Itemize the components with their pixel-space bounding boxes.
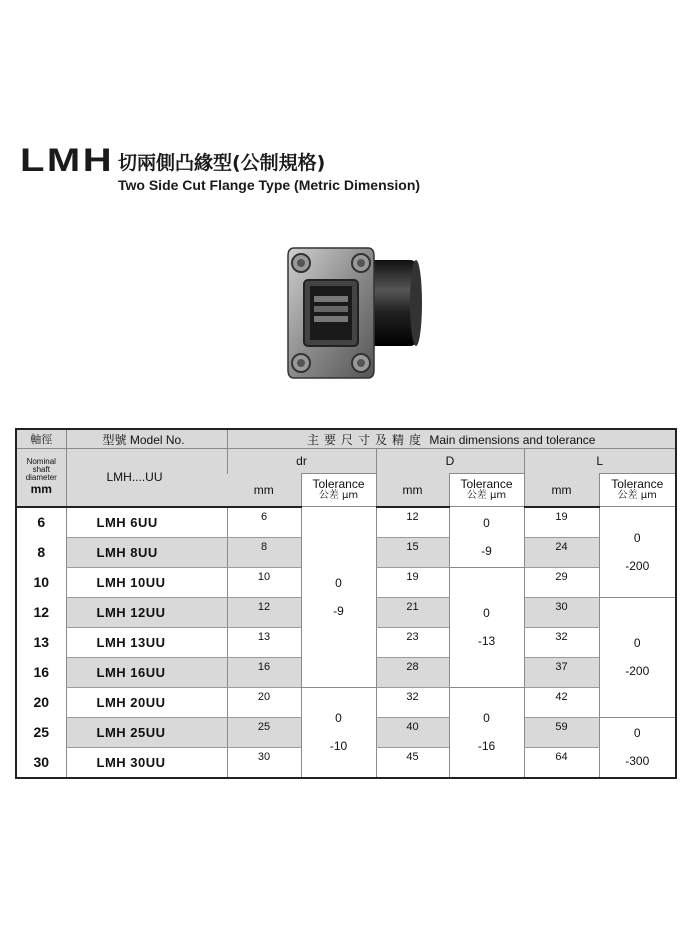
model-number: LMH 20UU xyxy=(66,687,227,717)
brand-title: LMH xyxy=(20,142,115,178)
L-tolerance-header: Tolerance 公差 μm xyxy=(599,474,676,507)
L-value: 30 xyxy=(524,597,599,627)
D-value: 12 xyxy=(376,507,449,538)
model-number: LMH 6UU xyxy=(66,507,227,538)
shaft-size: 13 xyxy=(33,634,50,650)
dr-value: 20 xyxy=(227,687,301,717)
table-row xyxy=(16,687,676,717)
D-group-header: D xyxy=(376,449,524,474)
dr-group-header: dr xyxy=(227,449,376,474)
shaft-size: 20 xyxy=(33,694,50,710)
model-number: LMH 30UU xyxy=(66,747,227,778)
L-mm-header: mm xyxy=(524,474,599,507)
L-tolerance: 0 -200 xyxy=(599,597,676,717)
dr-tolerance: 0 -10 xyxy=(301,687,376,778)
dr-value: 10 xyxy=(227,567,301,597)
D-value: 21 xyxy=(376,597,449,627)
L-value: 32 xyxy=(524,627,599,657)
L-value: 29 xyxy=(524,567,599,597)
L-value: 24 xyxy=(524,537,599,567)
model-number: LMH 8UU xyxy=(66,537,227,567)
D-value: 23 xyxy=(376,627,449,657)
D-tolerance: 0 -13 xyxy=(449,567,524,687)
dr-value: 12 xyxy=(227,597,301,627)
table-row xyxy=(16,507,676,538)
dr-mm-header: mm xyxy=(253,482,274,497)
L-tolerance: 0 -200 xyxy=(599,507,676,598)
model-code-header: LMH....UU xyxy=(66,449,227,507)
D-value: 45 xyxy=(376,747,449,778)
model-number: LMH 16UU xyxy=(66,657,227,687)
dr-value: 8 xyxy=(227,537,301,567)
dr-value: 16 xyxy=(227,657,301,687)
shaft-size: 25 xyxy=(33,724,50,740)
model-number: LMH 12UU xyxy=(66,597,227,627)
dr-value: 13 xyxy=(227,627,301,657)
shaft-header-en: Nominal shaft diameter mm xyxy=(16,449,66,507)
spec-table xyxy=(15,428,677,779)
L-value: 19 xyxy=(524,507,599,538)
D-tolerance: 0 -9 xyxy=(449,507,524,568)
dr-value: 30 xyxy=(227,747,301,778)
main-dimensions-header: 主要尺寸及精度 Main dimensions and tolerance xyxy=(227,429,676,449)
dr-value: 25 xyxy=(227,717,301,747)
dr-tolerance-header: Tolerance 公差 μm xyxy=(301,474,376,507)
D-value: 40 xyxy=(376,717,449,747)
D-value: 19 xyxy=(376,567,449,597)
model-number: LMH 10UU xyxy=(66,567,227,597)
title-chinese: 切兩側凸緣型(公制規格) xyxy=(118,152,326,174)
shaft-size: 10 xyxy=(33,574,50,590)
D-value: 28 xyxy=(376,657,449,687)
D-value: 32 xyxy=(376,687,449,717)
D-mm-header: mm xyxy=(376,474,449,507)
shaft-size: 8 xyxy=(37,544,46,560)
dr-tolerance: 0 -9 xyxy=(301,507,376,688)
D-value: 15 xyxy=(376,537,449,567)
shaft-header-cn: 軸徑 xyxy=(30,433,53,446)
L-value: 64 xyxy=(524,747,599,778)
L-tolerance: 0 -300 xyxy=(599,717,676,778)
dr-value: 6 xyxy=(227,507,301,538)
L-value: 59 xyxy=(524,717,599,747)
D-tolerance: 0 -16 xyxy=(449,687,524,778)
title-english: Two Side Cut Flange Type (Metric Dimension) xyxy=(118,177,421,193)
L-value: 42 xyxy=(524,687,599,717)
shaft-size: 16 xyxy=(33,664,50,680)
D-tolerance-header: Tolerance 公差 μm xyxy=(449,474,524,507)
L-group-header: L xyxy=(524,449,676,474)
shaft-size: 6 xyxy=(16,507,66,538)
shaft-size: 12 xyxy=(33,604,50,620)
model-header: 型號 Model No. xyxy=(66,429,227,449)
shaft-size: 30 xyxy=(33,753,50,770)
two-side-cut-flange-bushing-icon xyxy=(276,238,426,388)
L-value: 37 xyxy=(524,657,599,687)
model-number: LMH 25UU xyxy=(66,717,227,747)
model-number: LMH 13UU xyxy=(66,627,227,657)
